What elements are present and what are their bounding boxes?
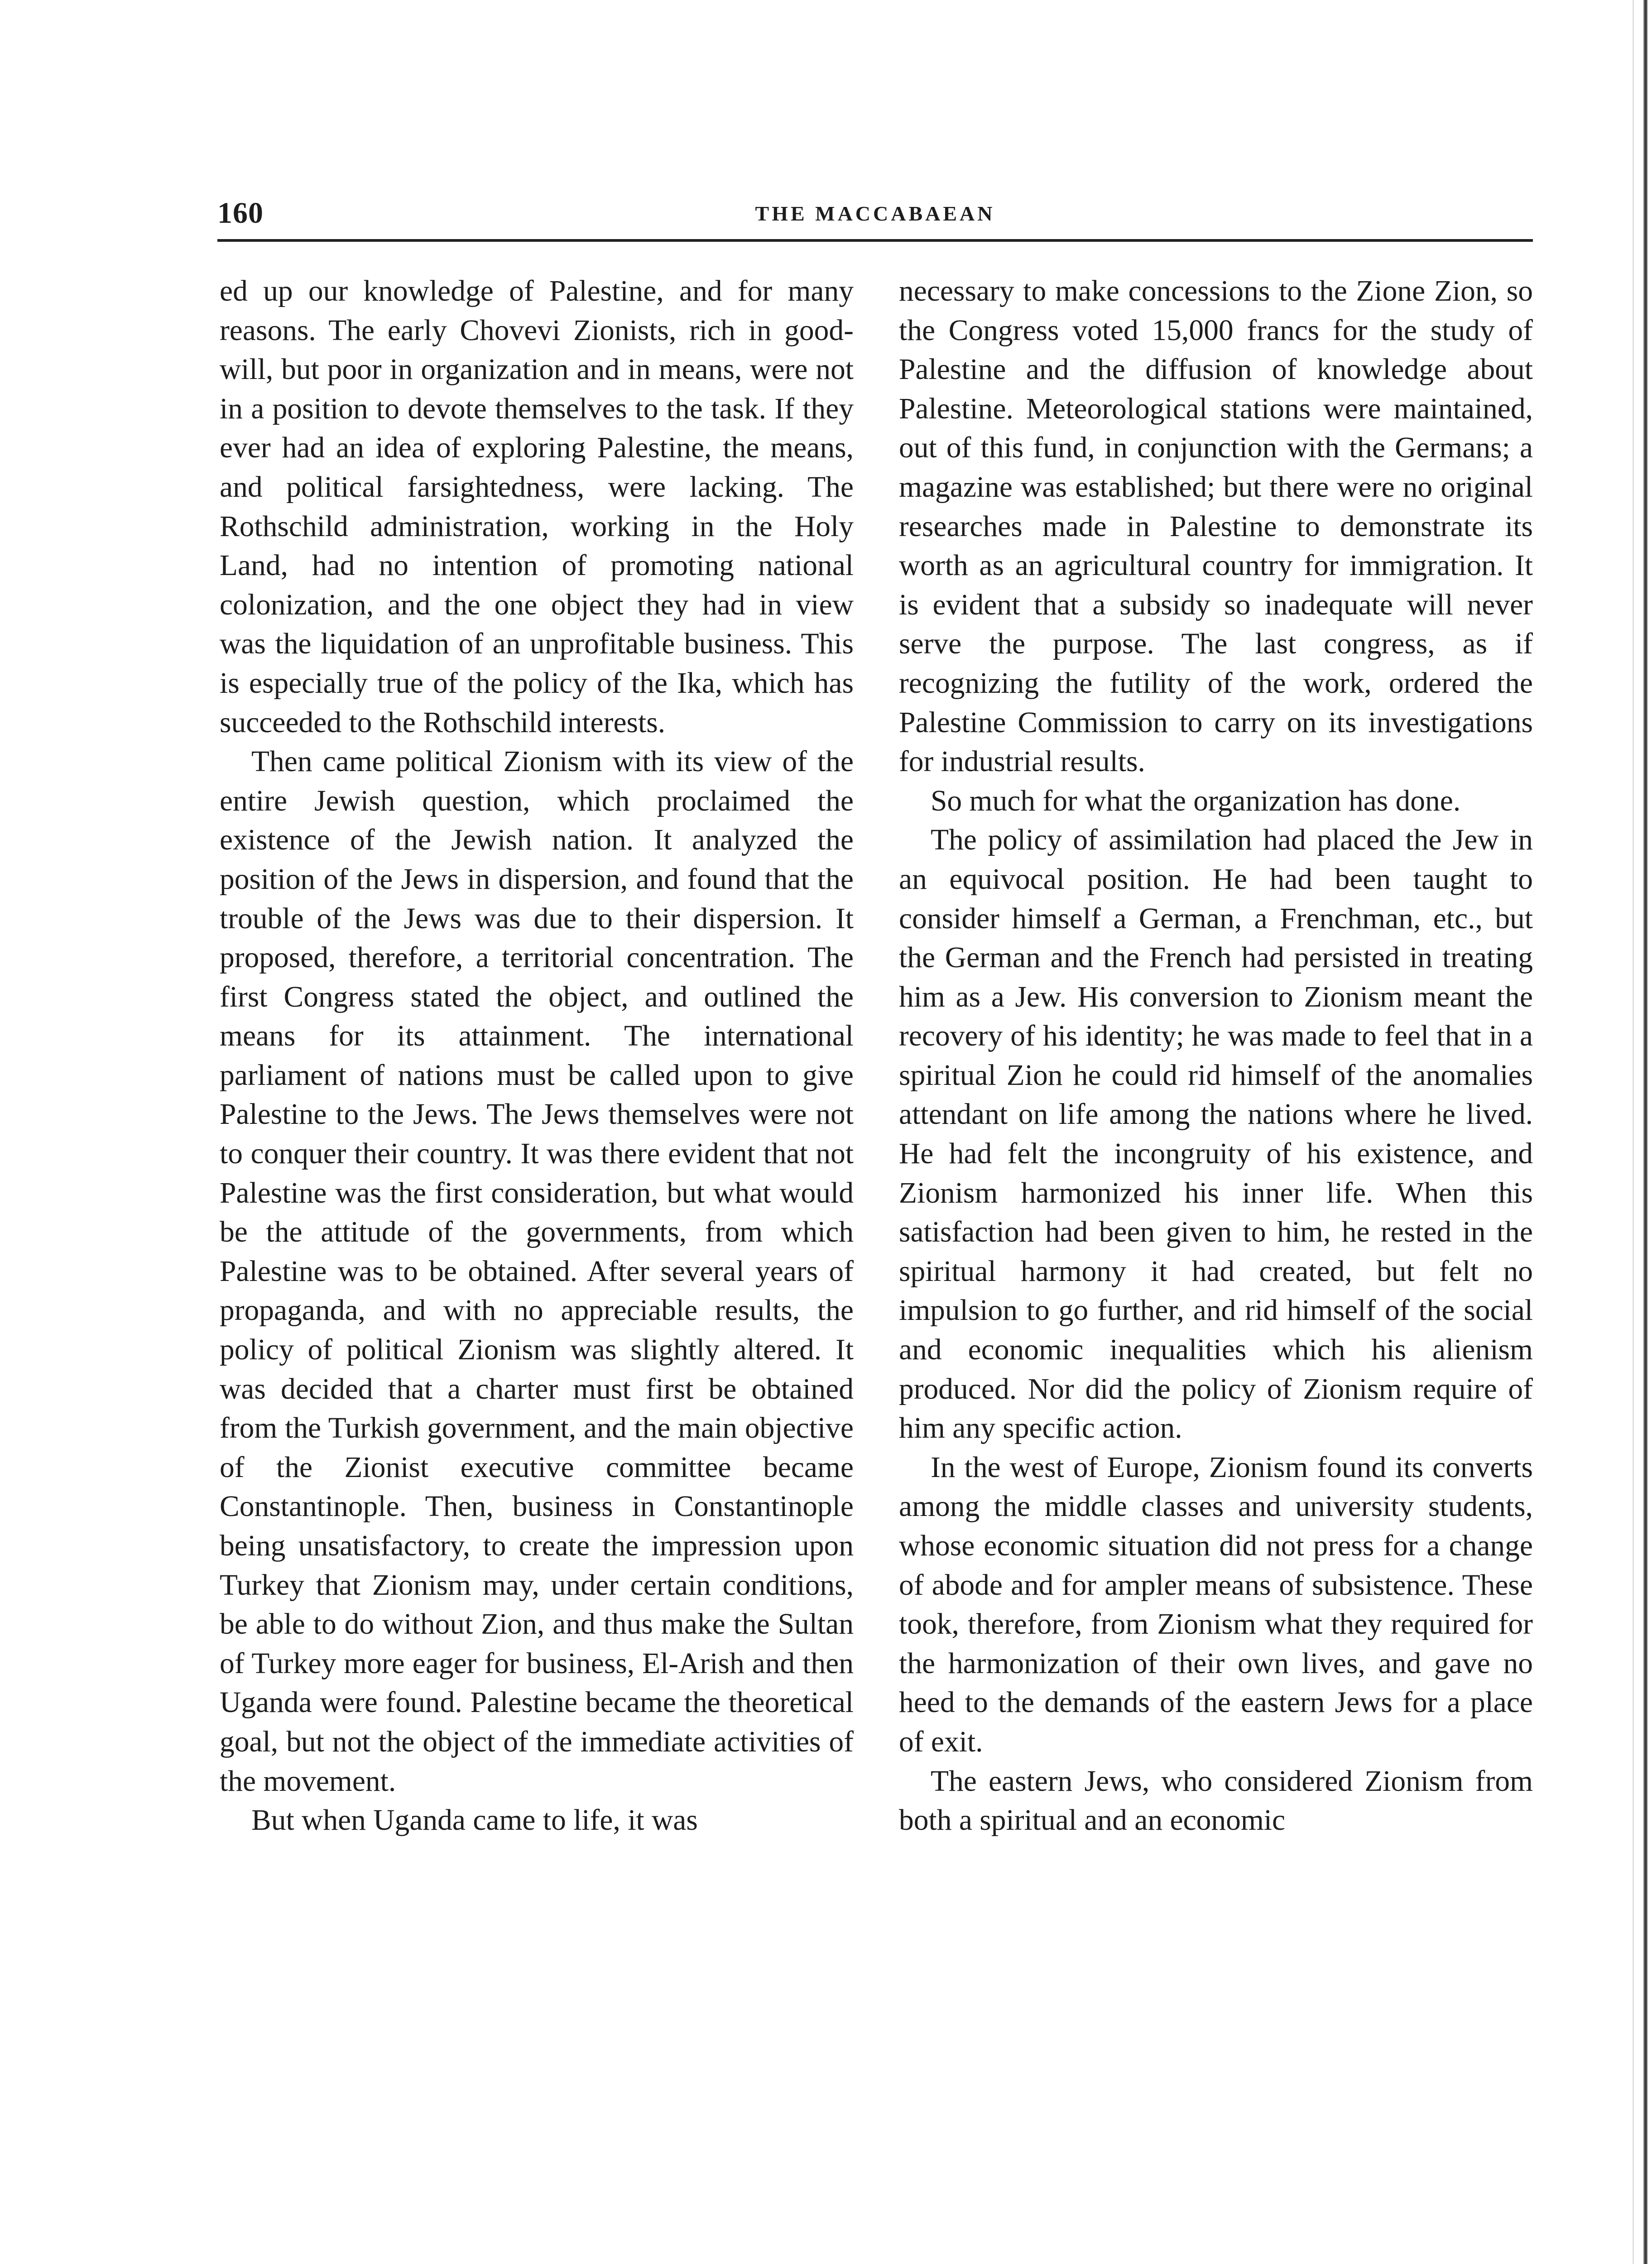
- paragraph: But when Uganda came to life, it was: [251, 1804, 698, 1837]
- header-rule: [217, 239, 1533, 242]
- page-edge: [1643, 0, 1647, 2264]
- paragraph: Then came political Zionism with its view of the entire Jewish question, which proclaimed the existence of the Jewish nation. It analyzed the position of the Jews in dispersion, and found that the trouble of the Jews was due to their dispersion. It proposed, therefore, a territorial concentration. The first Congress stated the object, and outlined the means for its attainment. The international parliament of nations must be called upon to give Palestine to the Jews. The Jews themselves were not to conquer their country. It was there evident that not Palestine was the first consideration, but what would be the attitude of the governments, from which Palestine was to be obtained. After several years of propaganda, and with no appreciable results, the policy of political Zionism was slightly altered. It was decided that a charter must first be obtained from the Turkish government, and the main objective of the Zionist executive committee became Constantinople. Then, business in Constantinople being unsatisfactory, to create the impression upon Turkey that Zionism may, under certain conditions, be able to do without Zion, and thus make the Sultan of Turkey more eager for business, El-Arish and then Uganda were found. Palestine became the theoretical goal, but not the object of the immediate activities of the movement.: [220, 745, 854, 1798]
- page-shadow: [1633, 0, 1634, 2264]
- left-column: [220, 272, 854, 1840]
- paragraph: necessary to make concessions to the Zione Zion, so the Congress voted 15,000 francs for the study of Palestine and the diffusion of knowledge about Palestine. Meteorological stations were maintained, out of this fund, in conjunction with the Germans; a magazine was established; but there were no original researches made in Palestine to demonstrate its worth as an agricultural country for immigration. It is evident that a subsidy so inadequate will never serve the purpose. The last congress, as if recognizing the futility of the work, ordered the Palestine Commission to carry on its investigations for industrial results.: [899, 275, 1533, 778]
- paragraph: The policy of assimilation had placed the Jew in an equivocal position. He had been taught to consider himself a German, a Frenchman, etc., but the German and the French had persisted in treating him as a Jew. His conversion to Zionism meant the recovery of his identity; he was made to feel that in a spiritual Zion he could rid himself of the anomalies attendant on life among the nations where he lived. He had felt the incongruity of his existence, and Zionism harmonized his inner life. When this satisfaction had been given to him, he rested in the spiritual harmony it had created, but felt no impulsion to go further, and rid himself of the social and economic inequalities which his alienism produced. Nor did the policy of Zionism require of him any specific action.: [899, 824, 1533, 1445]
- paragraph: The eastern Jews, who considered Zionism from both a spiritual and an economic: [899, 1765, 1533, 1837]
- running-title: THE MACCABAEAN: [755, 202, 995, 225]
- paragraph: In the west of Europe, Zionism found its converts among the middle classes and university students, whose economic situation did not press for a change of abode and for ampler means of subsistence. These took, therefore, from Zionism what they required for the harmonization of their own lives, and gave no heed to the demands of the eastern Jews for a place of exit.: [899, 1451, 1533, 1758]
- right-column: [899, 272, 1533, 1840]
- paragraph: So much for what the organization has done.: [931, 784, 1461, 817]
- page-header: [217, 192, 1533, 242]
- page-number: 160: [217, 197, 264, 230]
- paragraph: ed up our knowledge of Palestine, and for many reasons. The early Chovevi Zionists, rich in good-will, but poor in organization and in means, were not in a position to devote themselves to the task. If they ever had an idea of exploring Palestine, the means, and political farsightedness, were lacking. The Rothschild administration, working in the Holy Land, had no intention of promoting national colonization, and the one object they had in view was the liquidation of an unprofitable business. This is especially true of the policy of the Ika, which has succeeded to the Rothschild interests.: [220, 275, 854, 739]
